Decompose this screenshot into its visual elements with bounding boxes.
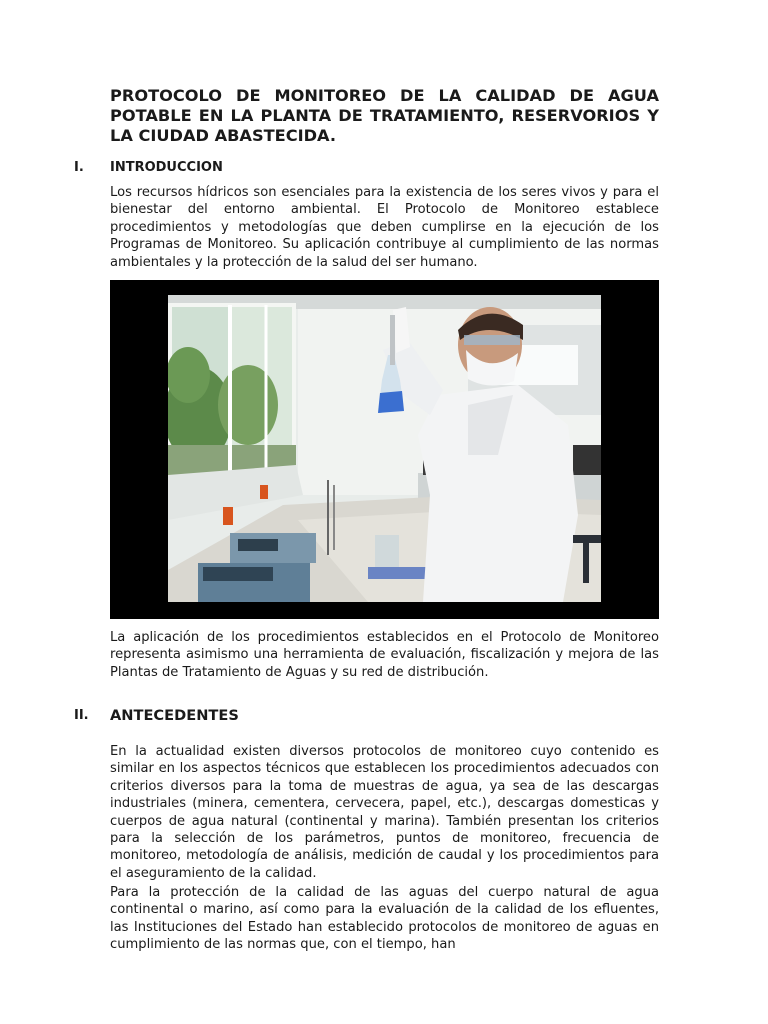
section-number: I. xyxy=(74,160,84,175)
antecedentes-paragraph-1: En la actualidad existen diversos protocolos de monitoreo cuyo contenido es similar en los aspectos técnicos que establecen los procedimientos adecuados con criterios diversos para la toma de muestras de agua, ya sea de las descargas industriales (minera, cementera, cervecera, papel, etc.), descargas domesticas y cuerpos de agua natural (continental y marina). También presentan los criterios para la selección de los parámetros, puntos de monitoreo, frecuencia de monitoreo, metodología de análisis, medición de caudal y los procedimientos para el aseguramiento de la calidad. xyxy=(110,744,659,881)
section-title-introduccion: INTRODUCCION xyxy=(110,160,223,175)
document-title: PROTOCOLO DE MONITOREO DE LA CALIDAD DE AGUA POTABLE EN LA PLANTA DE TRATAMIENTO, RESERVORIOS Y LA CIUDAD ABASTECIDA. xyxy=(110,86,659,145)
antecedentes-paragraph-2: Para la protección de la calidad de las aguas del cuerpo natural de agua continental o marino, así como para la evaluación de la calidad de los efluentes, las Instituciones del Estado han establecido protocolos de monitoreo de aguas en cumplimiento de las normas que, con el tiempo, han xyxy=(110,885,659,953)
lab-photo-figure xyxy=(110,280,659,619)
intro-paragraph-1: Los recursos hídricos son esenciales para la existencia de los seres vivos y para el bienestar del entorno ambiental. El Protocolo de Monitoreo establece procedimientos y metodologías que deben cumplirse en la ejecución de los Programas de Monitoreo. Su aplicación contribuye al cumplimiento de las normas ambientales y la protección de la salud del ser humano. xyxy=(110,185,659,270)
section-number: II. xyxy=(74,708,89,723)
intro-paragraph-2: La aplicación de los procedimientos establecidos en el Protocolo de Monitoreo representa asimismo una herramienta de evaluación, fiscalización y mejora de las Plantas de Tratamiento de Aguas y su red de distribución. xyxy=(110,630,659,680)
lab-photo xyxy=(168,295,601,602)
section-title-antecedentes: ANTECEDENTES xyxy=(110,707,239,724)
